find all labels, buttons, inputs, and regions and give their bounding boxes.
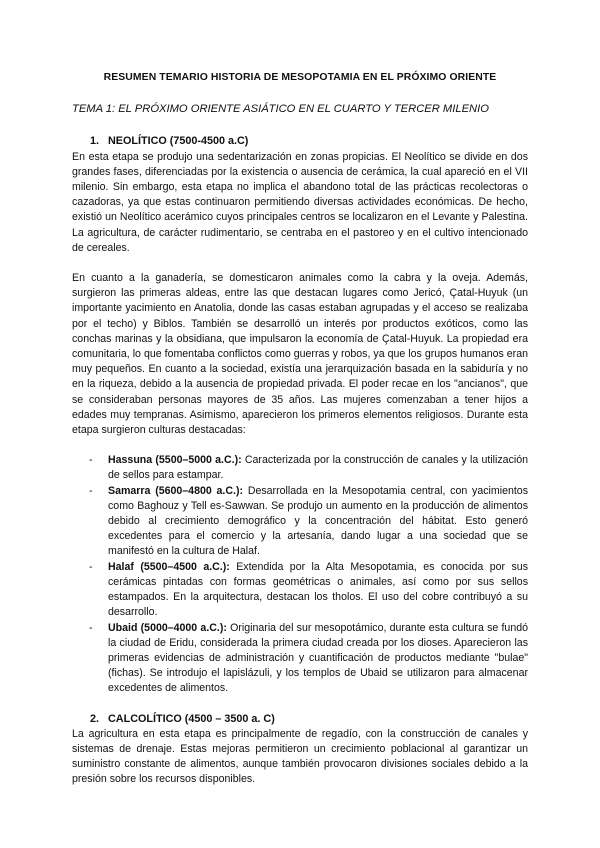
culture-text: Extendida por la Alta Mesopotamia, es conocida por sus cerámicas pintadas con formas geométricas o animales, así como por sus sellos estampados. En la arquitectura, destacan los tholos. El uso del cobre contribuyó a su desarrollo.: [108, 560, 528, 619]
culture-term: Ubaid (5000–4000 a.C.):: [108, 621, 227, 634]
culture-text: Desarrollada en la Mesopotamia central, con yacimientos como Baghouz y Tell es-Sawwan. Se produjo un aumento en la producción de alimentos debido al crecimiento demográfico y la concentración del hábitat. Esto generó excedentes para el comercio y la artesanía, dando lugar a una sociedad que se manifestó en la cultura de Halaf.: [108, 484, 528, 558]
tema-heading: TEMA 1: EL PRÓXIMO ORIENTE ASIÁTICO EN EL CUARTO Y TERCER MILENIO: [72, 103, 489, 116]
list-dash: -: [89, 484, 93, 497]
list-item-ubaid: [72, 621, 528, 697]
section-title: NEOLÍTICO (7500-4500 a.C): [108, 135, 249, 148]
culture-text: Caracterizada por la construcción de canales y la utilización de sellos para estampar.: [108, 454, 528, 482]
culture-text: Originaria del sur mesopotámico, durante esta cultura se fundó la ciudad de Eridu, considerada la primera ciudad creada por los dioses. Aparecieron las primeras evidencias de administración y cuantificación de productos mediante "bulae" (fichas). Se introdujo el lapislázuli, y los templos de Ubaid se utilizaron para almacenar excedentes de alimentos.: [108, 621, 528, 695]
list-item-halaf: [72, 560, 528, 621]
paragraph-neolitico-1: En esta etapa se produjo una sedentarización en zonas propicias. El Neolítico se divide en dos grandes fases, diferenciadas por la existencia o ausencia de cerámica, la cual apareció en el VII milenio. Sin embargo, esta etapa no implica el abandono total de las prácticas recolectoras o cazadoras, ya que estas continuaron permitiendo diversas actividades económicas. De hecho, existió un Neolítico acerámico cuyos principales centros se localizaron en el Levante y Palestina. La agricultura, de carácter rudimentario, se centraba en el pastoreo y en el cultivo intencionado de cereales.: [72, 150, 528, 254]
list-item-hassuna: [72, 453, 528, 483]
section-heading-neolitico: [72, 134, 528, 149]
paragraph-calcolitico-1: La agricultura en esta etapa es principalmente de regadío, con la construcción de canales y sistemas de drenaje. Estas mejoras permitieron un crecimiento poblacional al garantizar un suministro constante de alimentos, aunque también provocaron divisiones sociales debido a la presión sobre los recursos disponibles.: [72, 727, 528, 786]
cultures-list: [72, 453, 528, 696]
culture-term: Hassuna (5500–5000 a.C.):: [108, 454, 242, 467]
section-heading-calcolitico: [72, 712, 528, 727]
section-number: 1.: [90, 135, 100, 148]
section-title: CALCOLÍTICO (4500 – 3500 a. C): [108, 712, 275, 725]
list-item-samarra: [72, 484, 528, 560]
paragraph-neolitico-2: En cuanto a la ganadería, se domesticaron animales como la cabra y la oveja. Además, surgieron las primeras aldeas, entre las que destacan lugares como Jericó, Çatal-Huyuk (un importante yacimiento en Anatolia, donde las casas estaban agrupadas y el acceso se realizaba por el techo) y Biblos. También se desarrolló un interés por productos exóticos, como las conchas marinas y la obsidiana, que impulsaron la economía de Çatal-Huyuk. La propiedad era comunitaria, lo que fomentaba conflictos como guerras y robos, ya que los grupos humanos eran muy pequeños. En cuanto a la sociedad, existía una jerarquización basada en la sabiduría y no en la riqueza, debido a la ausencia de propiedad privada. El poder recae en los "ancianos", que se consideraban personas mayores de 35 años. Las mujeres comenzaban a tener hijos a edades muy tempranas. Asimismo, aparecieron los primeros elementos religiosos. Durante esta etapa surgieron culturas destacadas:: [72, 272, 528, 437]
culture-term: Halaf (5500–4500 a.C.):: [108, 560, 230, 573]
document-title: RESUMEN TEMARIO HISTORIA DE MESOPOTAMIA EN EL PRÓXIMO ORIENTE: [103, 72, 497, 83]
list-dash: -: [89, 454, 93, 467]
list-dash: -: [89, 560, 93, 573]
list-dash: -: [89, 621, 93, 634]
culture-term: Samarra (5600–4800 a.C.):: [108, 484, 244, 497]
section-number: 2.: [90, 712, 100, 725]
